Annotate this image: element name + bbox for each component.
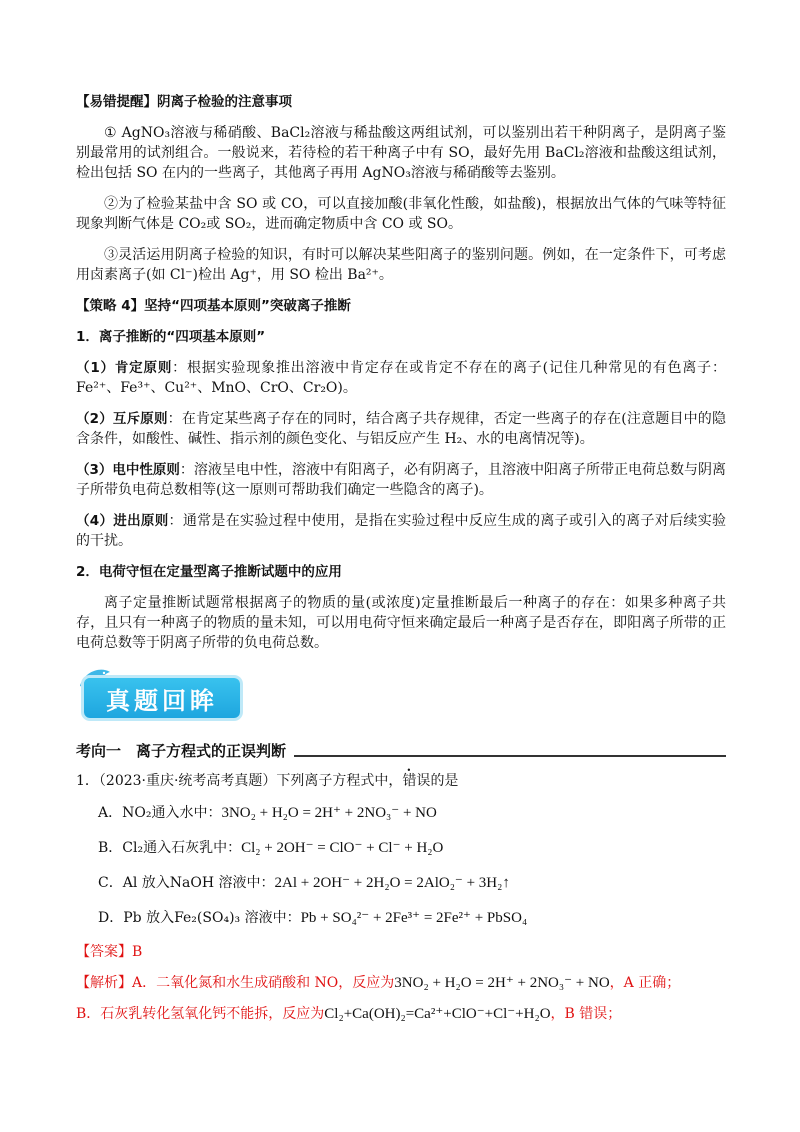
option-b-label: B．: [98, 840, 123, 856]
tip-title: 【易错提醒】阴离子检验的注意事项: [76, 94, 292, 110]
analysis-b: [76, 1004, 726, 1024]
rule-affirm-text: ：根据实验现象推出溶液中肯定存在或肯定不存在的离子(记住几种常见的有色离子：Fe²⁺、Fe³⁺、Cu²⁺、MnO、CrO、Cr₂O)。: [76, 360, 726, 396]
option-d-label: D．: [98, 910, 124, 926]
option-b-equation: Cl₂ + 2OH⁻ = ClO⁻ + Cl⁻ + H₂O: [241, 840, 444, 856]
analysis-a-equation: 3NO₂ + H₂O = 2H⁺ + 2NO₃⁻ + NO: [394, 975, 610, 991]
rule-affirm: [76, 358, 726, 398]
option-c: [98, 872, 726, 894]
question-stem: [76, 771, 726, 791]
strategy-paragraph: 离子定量推断试题常根据离子的物质的量(或浓度)定量推断最后一种离子的存在：如果多种离子共存，且只有一种离子的物质的量未知，可以用电荷守恒来确定最后一种离子是否存在，即阳离子所带的正电荷总数等于阴离子所带的负电荷总数。: [76, 595, 726, 651]
rule-affirm-label: （1）肯定原则: [76, 360, 173, 376]
tip-paragraph-3: ③灵活运用阴离子检验的知识，有时可以解决某些阳离子的鉴别问题。例如，在一定条件下，可考虑用卤素离子(如 Cl⁻)检出 Ag⁺，用 SO 检出 Ba²⁺。: [76, 247, 726, 283]
option-a: [98, 802, 726, 824]
answer-line: 【答案】B: [76, 944, 143, 960]
option-a-verb: 通入水中：: [151, 805, 222, 821]
banner-area: [76, 664, 726, 730]
tip-paragraph-2: ②为了检验某盐中含 SO 或 CO，可以直接加酸(非氧化性酸，如盐酸)，根据放出气体的气味等特征现象判断气体是 CO₂或 SO₂，进而确定物质中含 CO 或 SO。: [76, 196, 726, 232]
analysis-a-post: ，A 正确；: [609, 975, 681, 991]
analysis-a: [76, 973, 726, 993]
page-content: [76, 92, 726, 1035]
option-c-subject: Al 放入: [122, 875, 170, 891]
analysis-b-pre: B．石灰乳转化氢氧化钙不能拆，反应为: [76, 1006, 325, 1022]
rule-neutrality: [76, 460, 726, 500]
option-b-verb: 通入石灰乳中：: [143, 840, 242, 856]
rule-exclusion-label: （2）互斥原则: [76, 411, 168, 427]
option-d-equation: Pb + SO₄²⁻ + 2Fe³⁺ = 2Fe²⁺ + PbSO₄: [300, 910, 528, 926]
rule-neutrality-text: ：溶液呈电中性，溶液中有阳离子，必有阴离子，且溶液中阳离子所带正电荷总数与阴离子所带负电荷总数相等(这一原则可帮助我们确定一些隐含的离子)。: [76, 462, 726, 498]
analysis-label: 【解析】: [76, 975, 132, 991]
rule-in-out-label: （4）进出原则: [76, 513, 169, 529]
option-d-subject: Pb 放入: [123, 910, 175, 926]
section-header: [76, 740, 726, 761]
option-a-label: A．: [98, 805, 123, 821]
option-a-equation: 3NO₂ + H₂O = 2H⁺ + 2NO₃⁻ + NO: [221, 805, 437, 821]
option-c-label: C．: [98, 875, 123, 891]
question-stem-post: 的是: [430, 773, 459, 789]
tip-paragraph-1: ① AgNO₃溶液与稀硝酸、BaCl₂溶液与稀盐酸这两组试剂，可以鉴别出若干种阴离子，是阴离子鉴别最常用的试剂组合。一般说来，若待检的若干种离子中有 SO，最好先用 BaCl₂溶液和盐酸这组试剂，检出包括 SO 在内的一些离子，其他离子再用 AgNO₃溶液与稀硝酸等去鉴别。: [76, 125, 726, 181]
option-d: [98, 907, 726, 929]
analysis-a-pre: A．二氧化氮和水生成硝酸和 NO，反应为: [132, 975, 395, 991]
rule-neutrality-label: （3）电中性原则: [76, 462, 180, 478]
question-stem-pre: 1．（2023·重庆·统考高考真题）下列离子方程式中，: [76, 773, 403, 789]
banner-title: 真题回眸: [84, 678, 240, 718]
analysis-b-equation: Cl₂+Ca(OH)₂=Ca²⁺+ClO⁻+Cl⁻+H₂O: [324, 1006, 551, 1022]
strategy-heading-2: 2．电荷守恒在定量型离子推断试题中的应用: [76, 564, 342, 580]
strategy-heading-1: 1．离子推断的“四项基本原则”: [76, 329, 266, 345]
strategy-title: 【策略 4】坚持“四项基本原则”突破离子推断: [76, 298, 351, 314]
option-b: [98, 837, 726, 859]
option-b-subject: Cl₂: [122, 840, 144, 856]
rule-in-out: [76, 511, 726, 551]
option-a-subject: NO₂: [122, 805, 152, 821]
analysis-b-post: ，B 错误；: [550, 1006, 622, 1022]
question-stem-emphasis: 错误: [402, 773, 431, 789]
rule-exclusion: [76, 409, 726, 449]
option-c-equation: 2Al + 2OH⁻ + 2H₂O = 2AlO₂⁻ + 3H₂↑: [274, 875, 510, 891]
section-divider: [294, 755, 726, 757]
option-d-verb: Fe₂(SO₄)₃ 溶液中：: [174, 910, 301, 926]
rule-in-out-text: ：通常是在实验过程中使用，是指在实验过程中反应生成的离子或引入的离子对后续实验的干扰。: [76, 513, 726, 549]
section-title: 考向一 离子方程式的正误判断: [76, 742, 287, 760]
option-c-verb: NaOH 溶液中：: [169, 875, 275, 891]
rule-exclusion-text: ：在肯定某些离子存在的同时，结合离子共存规律，否定一些离子的存在(注意题目中的隐含条件，如酸性、碱性、指示剂的颜色变化、与铝反应产生 H₂、水的电离情况等)。: [76, 411, 726, 447]
